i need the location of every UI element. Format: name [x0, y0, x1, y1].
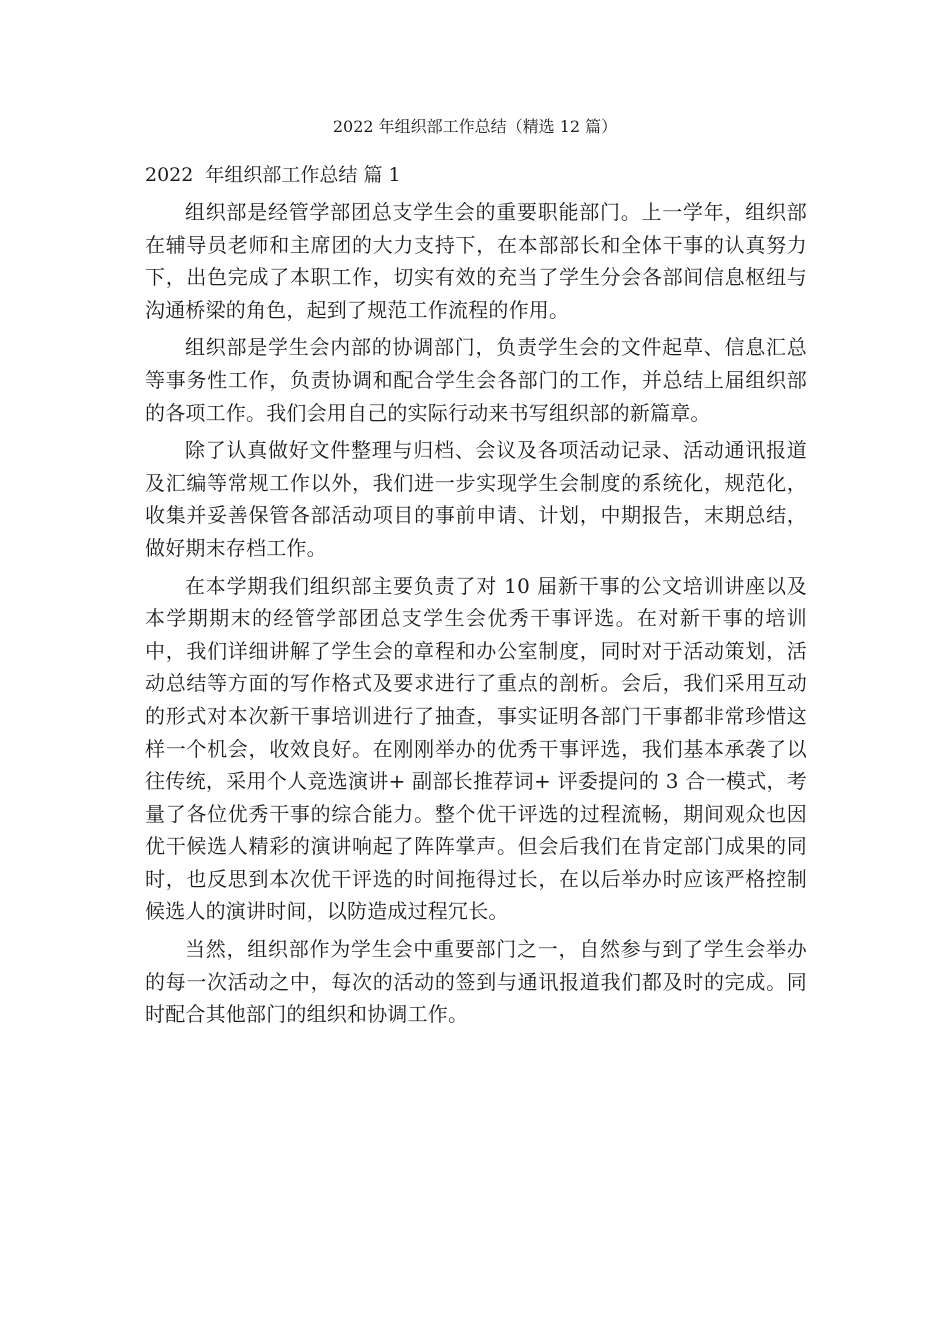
- paragraph: 组织部是学生会内部的协调部门，负责学生会的文件起草、信息汇总等事务性工作，负责协调和配合学生会各部门的工作，并总结上届组织部的各项工作。我们会用自己的实际行动来书写组织部的新篇章。: [145, 335, 807, 425]
- document-title: 2022 年组织部工作总结（精选 12 篇）: [332, 117, 618, 136]
- section-heading: 2022 年组织部工作总结 篇 1: [145, 164, 401, 186]
- paragraph: 除了认真做好文件整理与归档、会议及各项活动记录、活动通讯报道及汇编等常规工作以外，我们进一步实现学生会制度的系统化，规范化，收集并妥善保管各部活动项目的事前申请、计划，中期报告，末期总结，做好期末存档工作。: [145, 438, 807, 560]
- paragraph: 在本学期我们组织部主要负责了对 10 届新干事的公文培训讲座以及本学期期末的经管学部团总支学生会优秀干事评选。在对新干事的培训中，我们详细讲解了学生会的章程和办公室制度，同时对于活动策划，活动总结等方面的写作格式及要求进行了重点的剖析。会后，我们采用互动的形式对本次新干事培训进行了抽查，事实证明各部门干事都非常珍惜这样一个机会，收效良好。在刚刚举办的优秀干事评选，我们基本承袭了以往传统，采用个人竞选演讲+ 副部长推荐词+ 评委提问的 3 合一模式，考量了各位优秀干事的综合能力。整个优干评选的过程流畅，期间观众也因优干候选人精彩的演讲响起了阵阵掌声。但会后我们在肯定部门成果的同时，也反思到本次优干评选的时间拖得过长，在以后举办时应该严格控制候选人的演讲时间，以防造成过程冗长。: [145, 573, 807, 924]
- paragraph: 组织部是经管学部团总支学生会的重要职能部门。上一学年，组织部在辅导员老师和主席团的大力支持下，在本部部长和全体干事的认真努力下，出色完成了本职工作，切实有效的充当了学生分会各部间信息枢纽与沟通桥梁的角色，起到了规范工作流程的作用。: [145, 200, 807, 322]
- paragraph: 当然，组织部作为学生会中重要部门之一，自然参与到了学生会举办的每一次活动之中，每次的活动的签到与通讯报道我们都及时的完成。同时配合其他部门的组织和协调工作。: [145, 937, 807, 1027]
- document-body: [145, 196, 807, 1036]
